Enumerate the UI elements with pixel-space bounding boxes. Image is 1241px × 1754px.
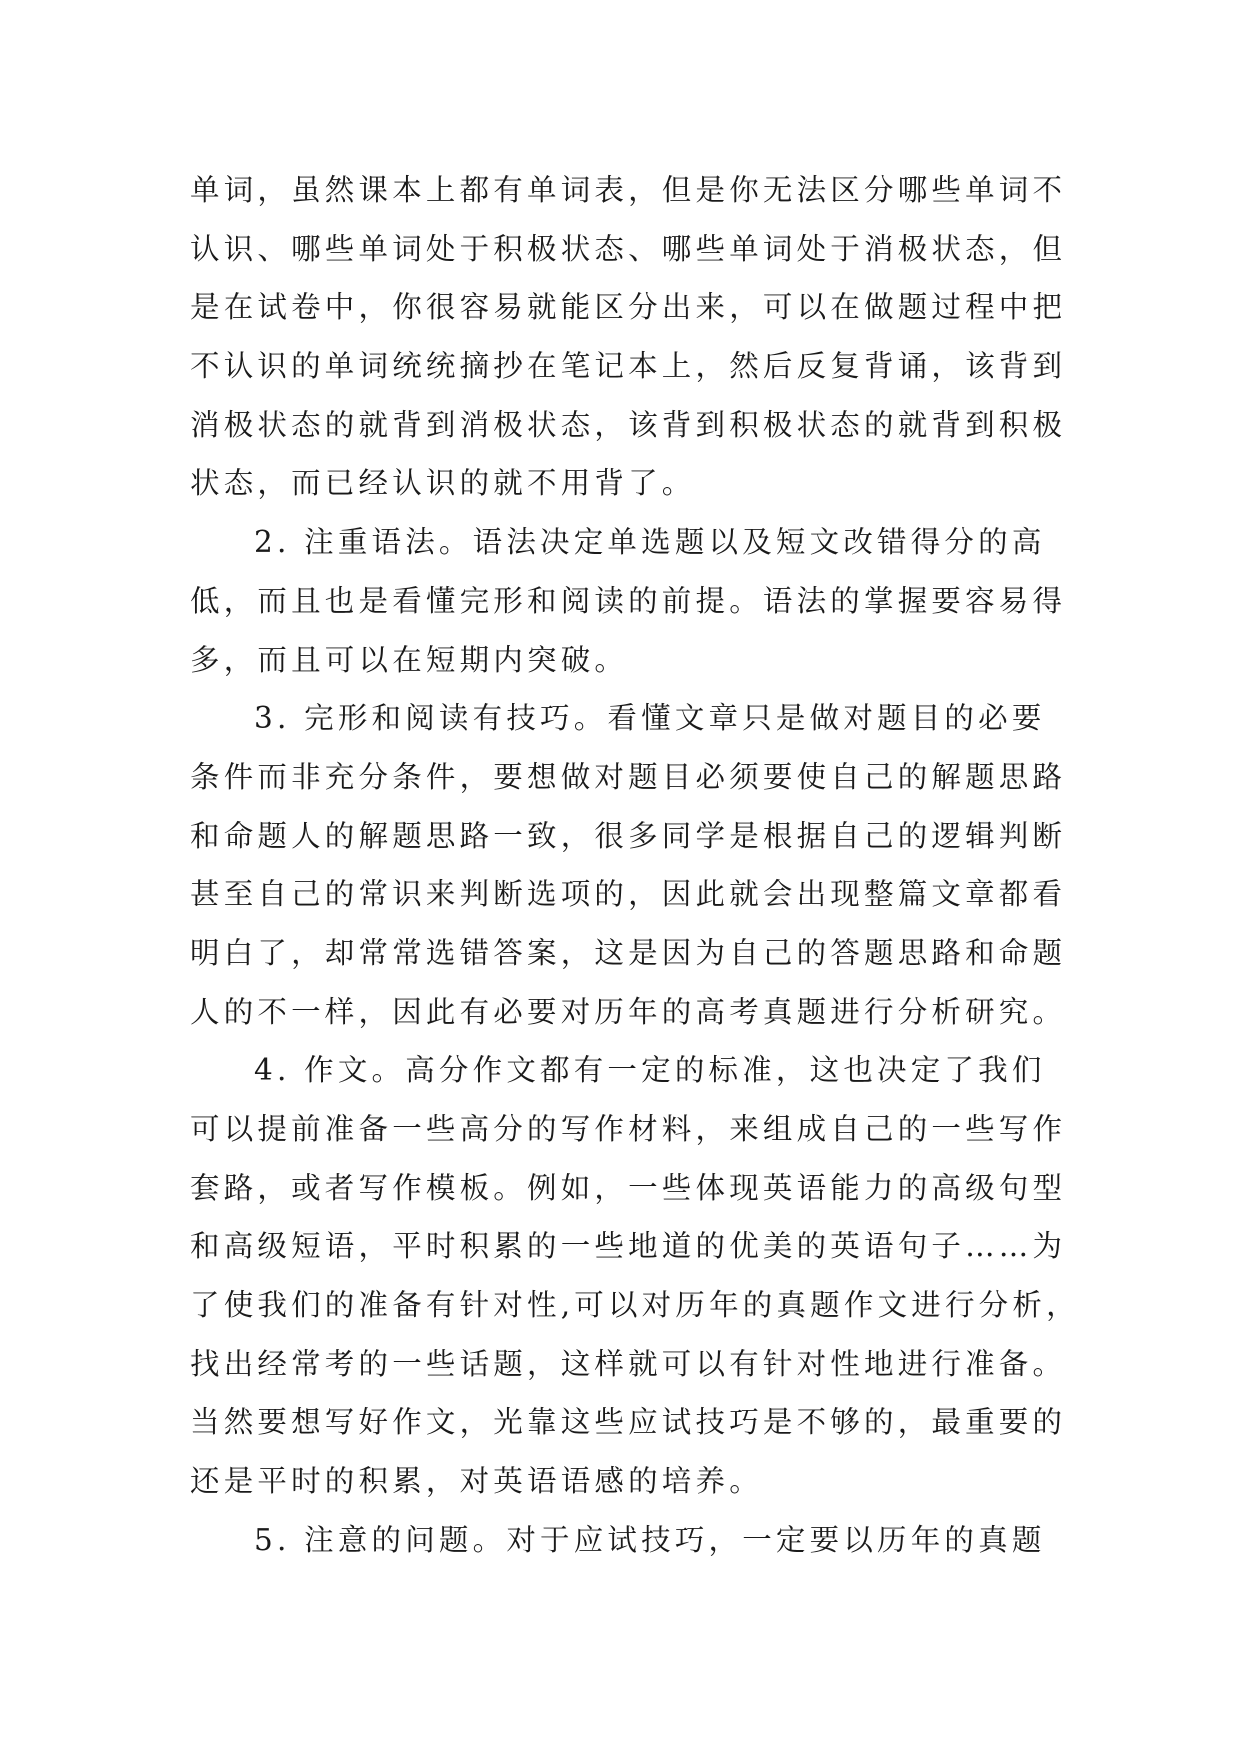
text-line: 甚至自己的常识来判断选项的，因此就会出现整篇文章都看 [190,877,1067,912]
text-line: 4. 作文。高分作文都有一定的标准，这也决定了我们 [254,1053,1046,1088]
text-line: 认识、哪些单词处于积极状态、哪些单词处于消极状态，但 [190,231,1067,266]
text-line: 是在试卷中，你很容易就能区分出来，可以在做题过程中把 [190,290,1067,325]
text-line: 找出经常考的一些话题，这样就可以有针对性地进行准备。 [190,1346,1067,1381]
text-line: 5. 注意的问题。对于应试技巧，一定要以历年的真题 [254,1522,1046,1557]
text-line: 条件而非充分条件，要想做对题目必须要使自己的解题思路 [190,759,1067,794]
text-line: 套路，或者写作模板。例如，一些体现英语能力的高级句型 [190,1170,1067,1205]
text-line: 和高级短语，平时积累的一些地道的优美的英语句子……为 [190,1229,1067,1264]
text-line: 不认识的单词统统摘抄在笔记本上，然后反复背诵，该背到 [190,349,1067,384]
text-line: 多，而且可以在短期内突破。 [190,642,629,677]
text-line: 明白了，却常常选错答案，这是因为自己的答题思路和命题 [190,935,1067,970]
text-line: 3. 完形和阅读有技巧。看懂文章只是做对题目的必要 [254,701,1046,736]
body-text [190,161,1080,1570]
text-line: 了使我们的准备有针对性,可以对历年的真题作文进行分析， [190,1288,1080,1323]
text-line: 当然要想写好作文，光靠这些应试技巧是不够的，最重要的 [190,1405,1067,1440]
text-line: 低，而且也是看懂完形和阅读的前提。语法的掌握要容易得 [190,583,1067,618]
text-line: 人的不一样，因此有必要对历年的高考真题进行分析研究。 [190,994,1067,1029]
text-line: 消极状态的就背到消极状态，该背到积极状态的就背到积极 [190,407,1067,442]
text-line: 单词，虽然课本上都有单词表，但是你无法区分哪些单词不 [190,173,1067,207]
text-line: 和命题人的解题思路一致，很多同学是根据自己的逻辑判断 [190,818,1067,853]
text-line: 还是平时的积累，对英语语感的培养。 [190,1464,763,1499]
text-line: 2. 注重语法。语法决定单选题以及短文改错得分的高 [254,525,1046,560]
text-line: 状态，而已经认识的就不用背了。 [190,466,696,501]
text-line: 可以提前准备一些高分的写作材料，来组成自己的一些写作 [190,1112,1067,1146]
